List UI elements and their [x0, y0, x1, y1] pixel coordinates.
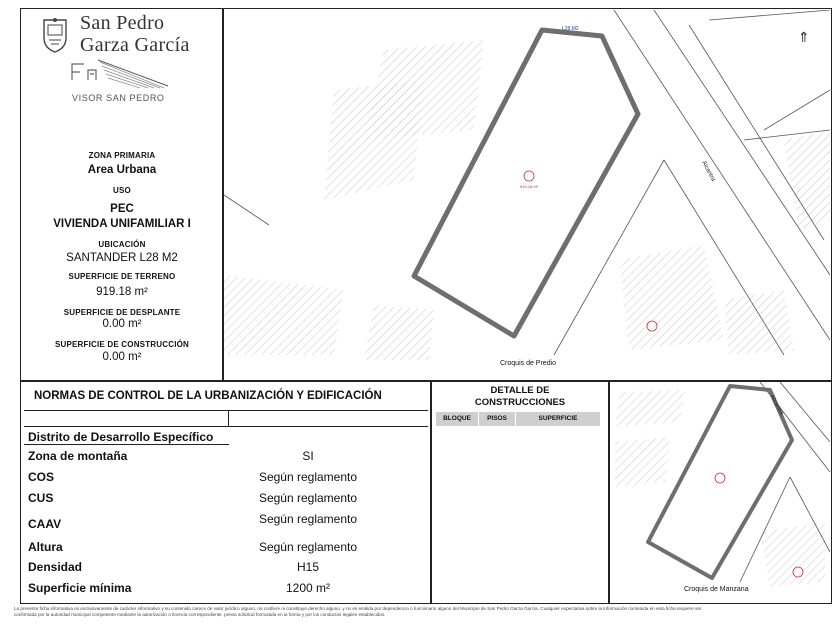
svg-text:919.18 m²: 919.18 m²	[520, 184, 539, 189]
norma-key: COS	[28, 470, 55, 484]
norma-key: CUS	[28, 491, 54, 505]
norma-value: Según reglamento	[258, 491, 358, 505]
street-label-main: Alcantra	[700, 160, 716, 183]
map-caption-manzana: Croquis de Manzana	[684, 586, 749, 593]
disclaimer-footer	[14, 606, 829, 618]
superficie-desplante-value: 0.00 m²	[102, 318, 142, 330]
normas-row-line	[24, 426, 428, 427]
superficie-terreno-label: SUPERFICIE DE TERRENO	[68, 272, 176, 281]
visor-logo-text	[72, 93, 165, 103]
superficie-terreno-value: 919.18 m²	[96, 286, 148, 298]
north-arrow-icon: ⇑	[798, 30, 810, 46]
zona-primaria-label: ZONA PRIMARIA	[88, 151, 156, 160]
superficie-construccion-value: 0.00 m²	[102, 351, 142, 363]
disclaimer-line-1: La presente ficha informativa es exclusivamente de carácter informativo y su contenido carece de valor jurídico alguno, no confiere ni constituye derecho alguno, y no es emitida por dependencia o funcionario alguno del Municipio de San Pedro Garza García. Cualquier expectativa sobre la información contenida en esta ficha requiere ser	[14, 606, 702, 611]
norma-key: Distrito de Desarrollo Específico	[28, 430, 214, 444]
lot-label: L28 M2	[562, 26, 579, 32]
norma-key: Superficie mínima	[28, 581, 132, 595]
col-header-superficie: SUPERFICIE	[516, 412, 601, 426]
block-map	[610, 382, 830, 602]
normas-title: NORMAS DE CONTROL DE LA URBANIZACIÓN Y EDIFICACIÓN	[34, 390, 382, 402]
detalle-title-2: CONSTRUCCIONES	[474, 397, 566, 408]
norma-key: CAAV	[28, 517, 62, 531]
detalle-title-1: DETALLE DE	[490, 385, 550, 396]
norma-value: H15	[296, 560, 319, 574]
disclaimer-line-2: confirmada por la autoridad municipal competente mediante la autorización o licencia correspondiente, previa solicitud formulada en la forma y por los conductos legales establecidos.	[14, 612, 386, 617]
norma-key: Zona de montaña	[28, 449, 128, 463]
visor-logo-graphic	[68, 58, 172, 92]
brand-line-2: Garza García	[80, 34, 190, 56]
parcel-marker	[520, 171, 539, 189]
block-neighbor-buildings	[615, 390, 825, 587]
normas-col-divider	[228, 411, 229, 427]
superficie-desplante-label: SUPERFICIE DE DESPLANTE	[63, 308, 181, 317]
normas-row-line-2	[24, 444, 229, 445]
norma-value: SI	[302, 449, 314, 463]
uso-label: USO	[113, 186, 131, 195]
block-parcel-marker	[715, 473, 725, 483]
visor-text: VISOR SAN PEDRO	[72, 93, 165, 103]
norma-value: Según reglamento	[258, 540, 358, 554]
ubicacion-value: SANTANDER L28 M2	[66, 252, 178, 264]
uso-code: PEC	[110, 203, 134, 215]
ubicacion-label: UBICACIÓN	[98, 240, 146, 249]
col-header-pisos: PISOS	[479, 412, 516, 426]
map-caption-predio: Croquis de Predio	[500, 360, 557, 367]
zona-primaria-value: Area Urbana	[87, 164, 157, 176]
normas-title-underline	[24, 410, 428, 411]
divider-mid-1	[430, 380, 432, 604]
uso-description: VIVIENDA UNIFAMILIAR I	[53, 218, 191, 230]
brand-line-1: San Pedro	[80, 12, 165, 34]
parcel-map	[224, 10, 830, 378]
street-label-block: Alcantra	[768, 394, 785, 417]
municipal-seal-logo	[40, 16, 70, 54]
norma-key: Altura	[28, 540, 63, 554]
superficie-construccion-label: SUPERFICIE DE CONSTRUCCIÓN	[54, 340, 190, 349]
norma-key: Densidad	[28, 560, 83, 574]
norma-value: Según reglamento	[258, 512, 358, 526]
norma-value: 1200 m²	[285, 581, 331, 595]
col-header-bloque: BLOQUE	[436, 412, 479, 426]
norma-value: Según reglamento	[258, 470, 358, 484]
